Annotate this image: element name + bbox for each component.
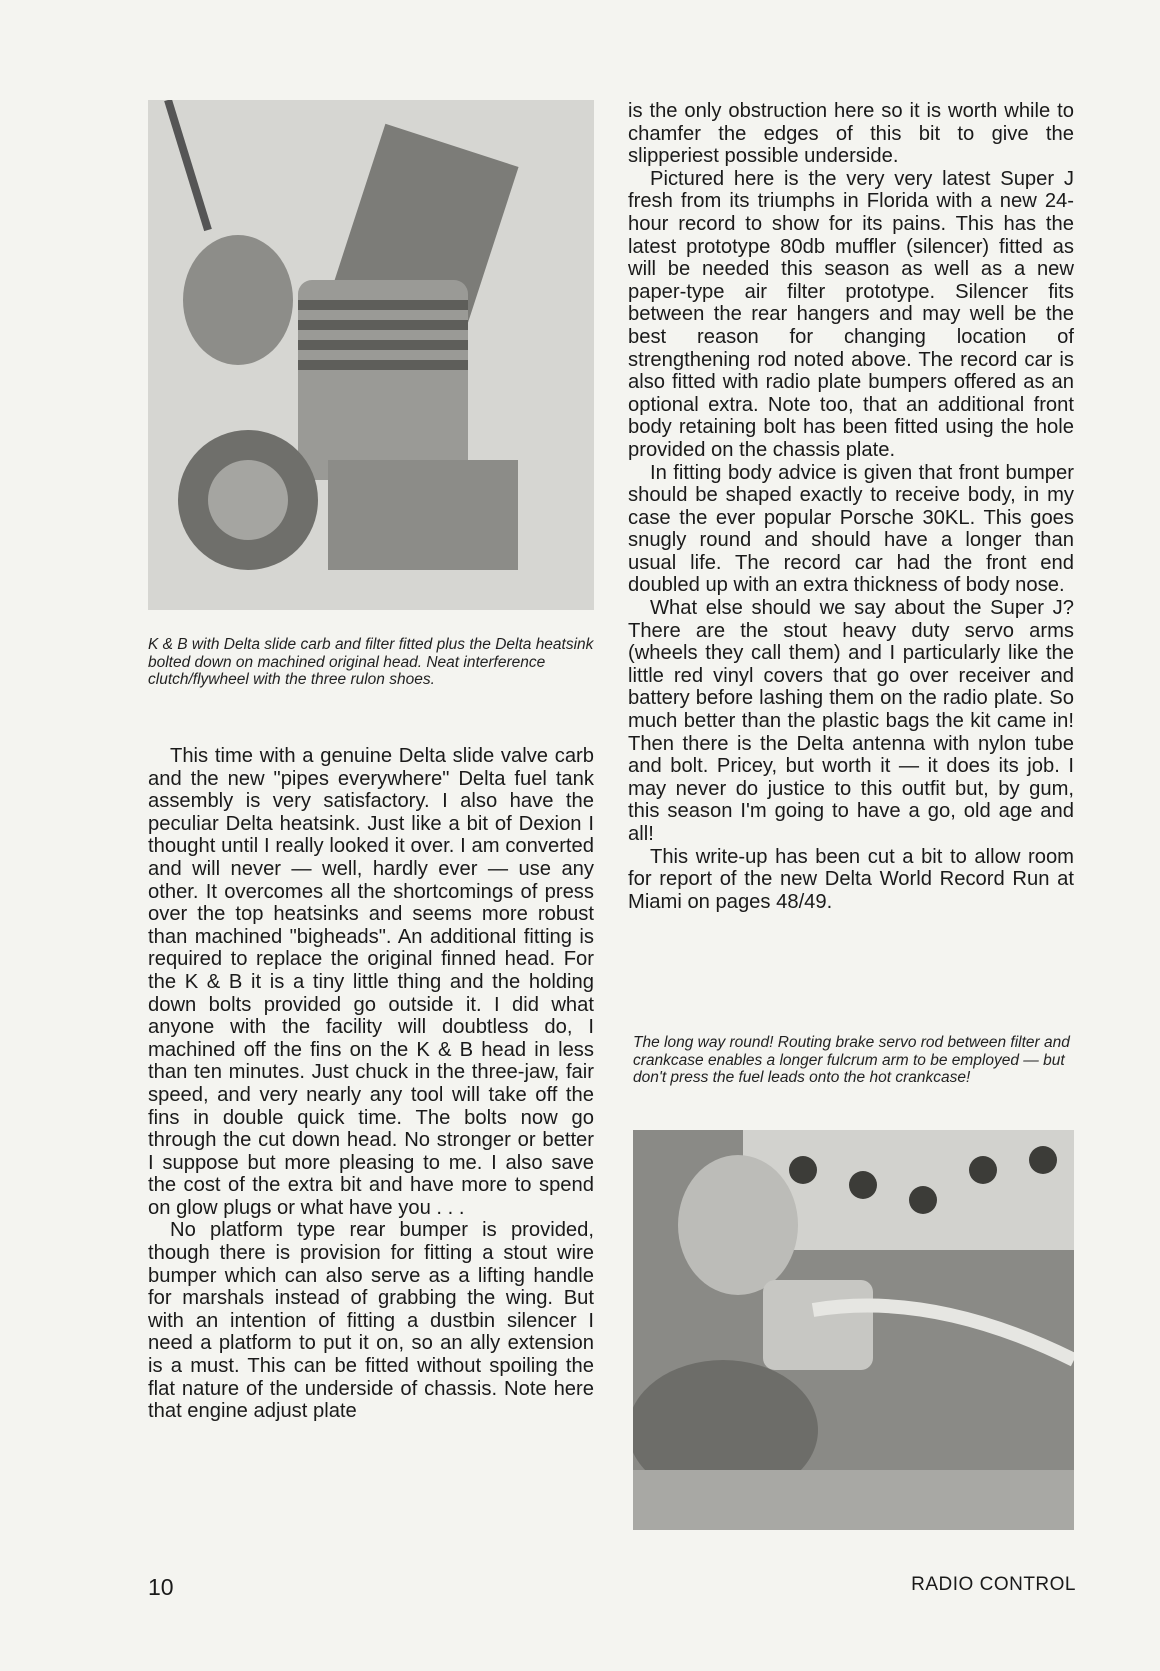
engine-photo-caption: K & B with Delta slide carb and filter fitted plus the Delta heatsink bolted down on machined original head. Neat interference clutch/flywheel with the three rulon shoes. <box>148 636 594 688</box>
engine-illustration <box>148 100 594 610</box>
left-column <box>148 745 594 1423</box>
paragraph: No platform type rear bumper is provided, though there is provision for fitting a stout wire bumper which can also serve as a lifting handle for marshals instead of grabbing the wing. But with an intention of fitting a dustbin silencer I need a platform to put it on, so an ally extension is a must. This can be fitted without spoiling the flat nature of the underside of chassis. Note here that engine adjust plate <box>148 1219 594 1423</box>
paragraph: In fitting body advice is given that front bumper should be shaped exactly to receive body, in my case the ever popular Porsche 30KL. This goes snugly round and should have a longer than usual life. The record car had the front end doubled up with an extra thickness of body nose. <box>628 461 1074 597</box>
chassis-photo-caption: The long way round! Routing brake servo rod between filter and crankcase enables a longer fulcrum arm to be employed — but don't press the fuel leads onto the hot crankcase! <box>633 1034 1070 1086</box>
chassis-photo <box>633 1130 1074 1530</box>
page-number: 10 <box>148 1574 174 1600</box>
paragraph: Pictured here is the very very latest Super J fresh from its triumphs in Florida with a new 24-hour record to show for its pains. This has the latest prototype 80db muffler (silencer) fitted as will be needed this season as well as a new paper-type air filter prototype. Silencer fits between the rear hangers and may well be the best reason for changing location of strengthening rod noted above. The record car is also fitted with radio plate bumpers offered as an optional extra. Note too, that an additional front body retaining bolt has been fitted using the hole provided on the chassis plate. <box>628 167 1074 461</box>
engine-photo <box>148 100 594 610</box>
chassis-illustration <box>633 1130 1074 1530</box>
paragraph: This write-up has been cut a bit to allow room for report of the new Delta World Record Run at Miami on pages 48/49. <box>628 845 1074 913</box>
paragraph: is the only obstruction here so it is worth while to chamfer the edges of this bit to give the slipperiest possible underside. <box>628 100 1074 168</box>
magazine-title: RADIO CONTROL <box>911 1574 1076 1595</box>
right-column <box>628 100 1074 913</box>
paragraph: What else should we say about the Super J? There are the stout heavy duty servo arms (wheels they call them) and I particularly like the little red vinyl covers that go over receiver and battery before lashing them on the radio plate. So much better than the plastic bags the kit came in! Then there is the Delta antenna with nylon tube and bolt. Pricey, but worth it — it does its job. I may never do justice to this outfit but, by gum, this season I'm going to have a go, old age and all! <box>628 597 1074 845</box>
paragraph: This time with a genuine Delta slide valve carb and the new "pipes everywhere" Delta fuel tank assembly is very satisfactory. I also have the peculiar Delta heatsink. Just like a bit of Dexion I thought until I really looked it over. I am converted and will never — well, hardly ever — use any other. It overcomes all the shortcomings of press over the top heatsinks and seems more robust than machined "bigheads". An additional fitting is required to replace the original finned head. For the K & B it is a tiny little thing and the holding down bolts provided go outside it. I did what anyone with the facility will doubtless do, I machined off the fins on the K & B head in less than ten minutes. Just chuck in the three-jaw, fair speed, and very nearly any tool will take off the fins in double quick time. The bolts now go through the cut down head. No stronger or better I suppose but more pleasing to me. I also save the cost of the extra bit and have more to spend on glow plugs or what have you . . . <box>148 745 594 1219</box>
